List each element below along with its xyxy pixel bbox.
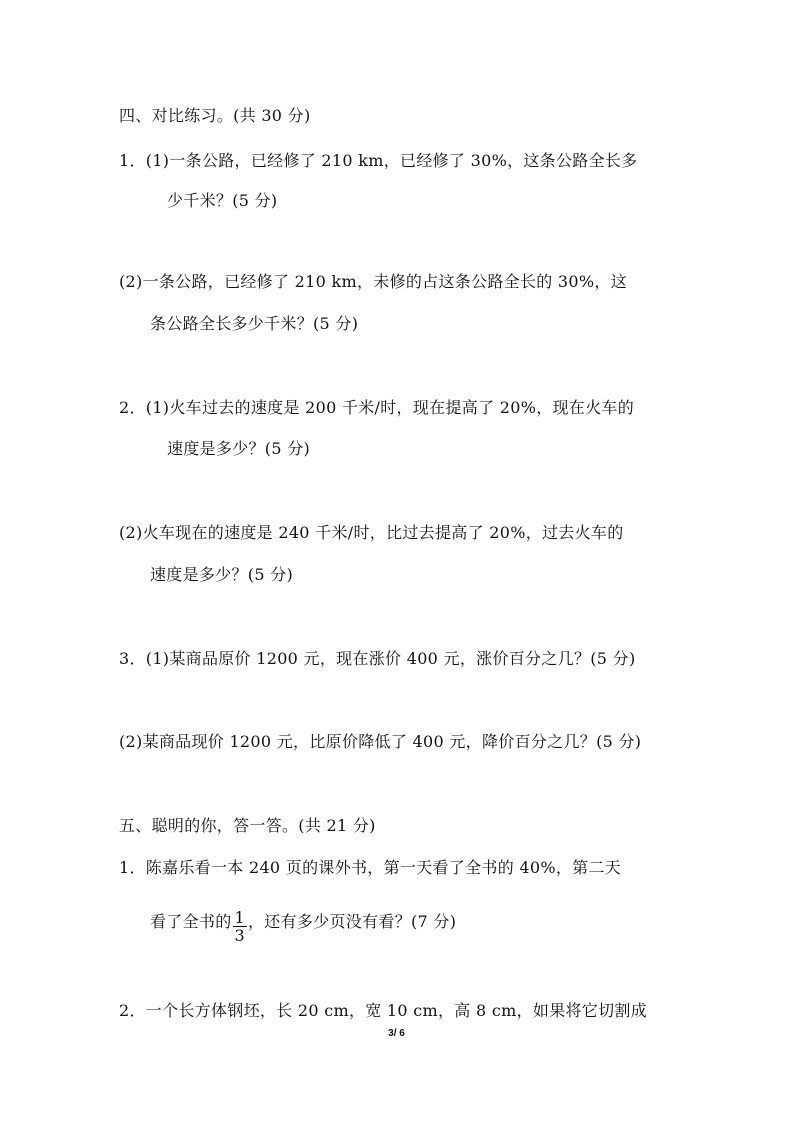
- page-number: 3/ 6: [388, 1028, 405, 1039]
- q4-2b-line1: (2)火车现在的速度是 240 千米/时，比过去提高了 20%，过去火车的: [119, 523, 624, 542]
- fraction-denominator: 3: [234, 926, 245, 945]
- fraction-numerator: 1: [234, 908, 245, 927]
- q4-2b-line2: 速度是多少？(5 分): [150, 565, 294, 584]
- q4-2a-line1: 2．(1)火车过去的速度是 200 千米/时，现在提高了 20%，现在火车的: [119, 398, 634, 417]
- q5-1-line2-prefix: 看了全书的: [150, 912, 232, 931]
- q5-1-line1: 1．陈嘉乐看一本 240 页的课外书，第一天看了全书的 40%，第二天: [119, 858, 622, 877]
- q4-1b-line2: 条公路全长多少千米？(5 分): [150, 314, 359, 333]
- q5-2-line1: 2．一个长方体钢坯，长 20 cm，宽 10 cm，高 8 cm，如果将它切割成: [119, 1001, 647, 1020]
- q5-1-line2: [150, 905, 457, 945]
- q4-1b-line1: (2)一条公路，已经修了 210 km，未修的占这条公路全长的 30%，这: [119, 272, 627, 291]
- q4-3b: (2)某商品现价 1200 元，比原价降低了 400 元，降价百分之几？(5 分): [119, 732, 642, 751]
- q4-1a-line1: 1．(1)一条公路，已经修了 210 km，已经修了 30%，这条公路全长多: [119, 151, 638, 170]
- q5-1-line2-suffix: ，还有多少页没有看？(7 分): [248, 912, 457, 931]
- fraction-one-third: [233, 909, 247, 944]
- section-four-heading: 四、对比练习。(共 30 分): [119, 106, 311, 125]
- q4-3a: 3．(1)某商品原价 1200 元，现在涨价 400 元，涨价百分之几？(5 分): [119, 649, 636, 668]
- section-five-heading: 五、聪明的你，答一答。(共 21 分): [119, 816, 376, 835]
- q4-2a-line2: 速度是多少？(5 分): [167, 439, 311, 458]
- q4-1a-line2: 少千米？(5 分): [167, 191, 278, 210]
